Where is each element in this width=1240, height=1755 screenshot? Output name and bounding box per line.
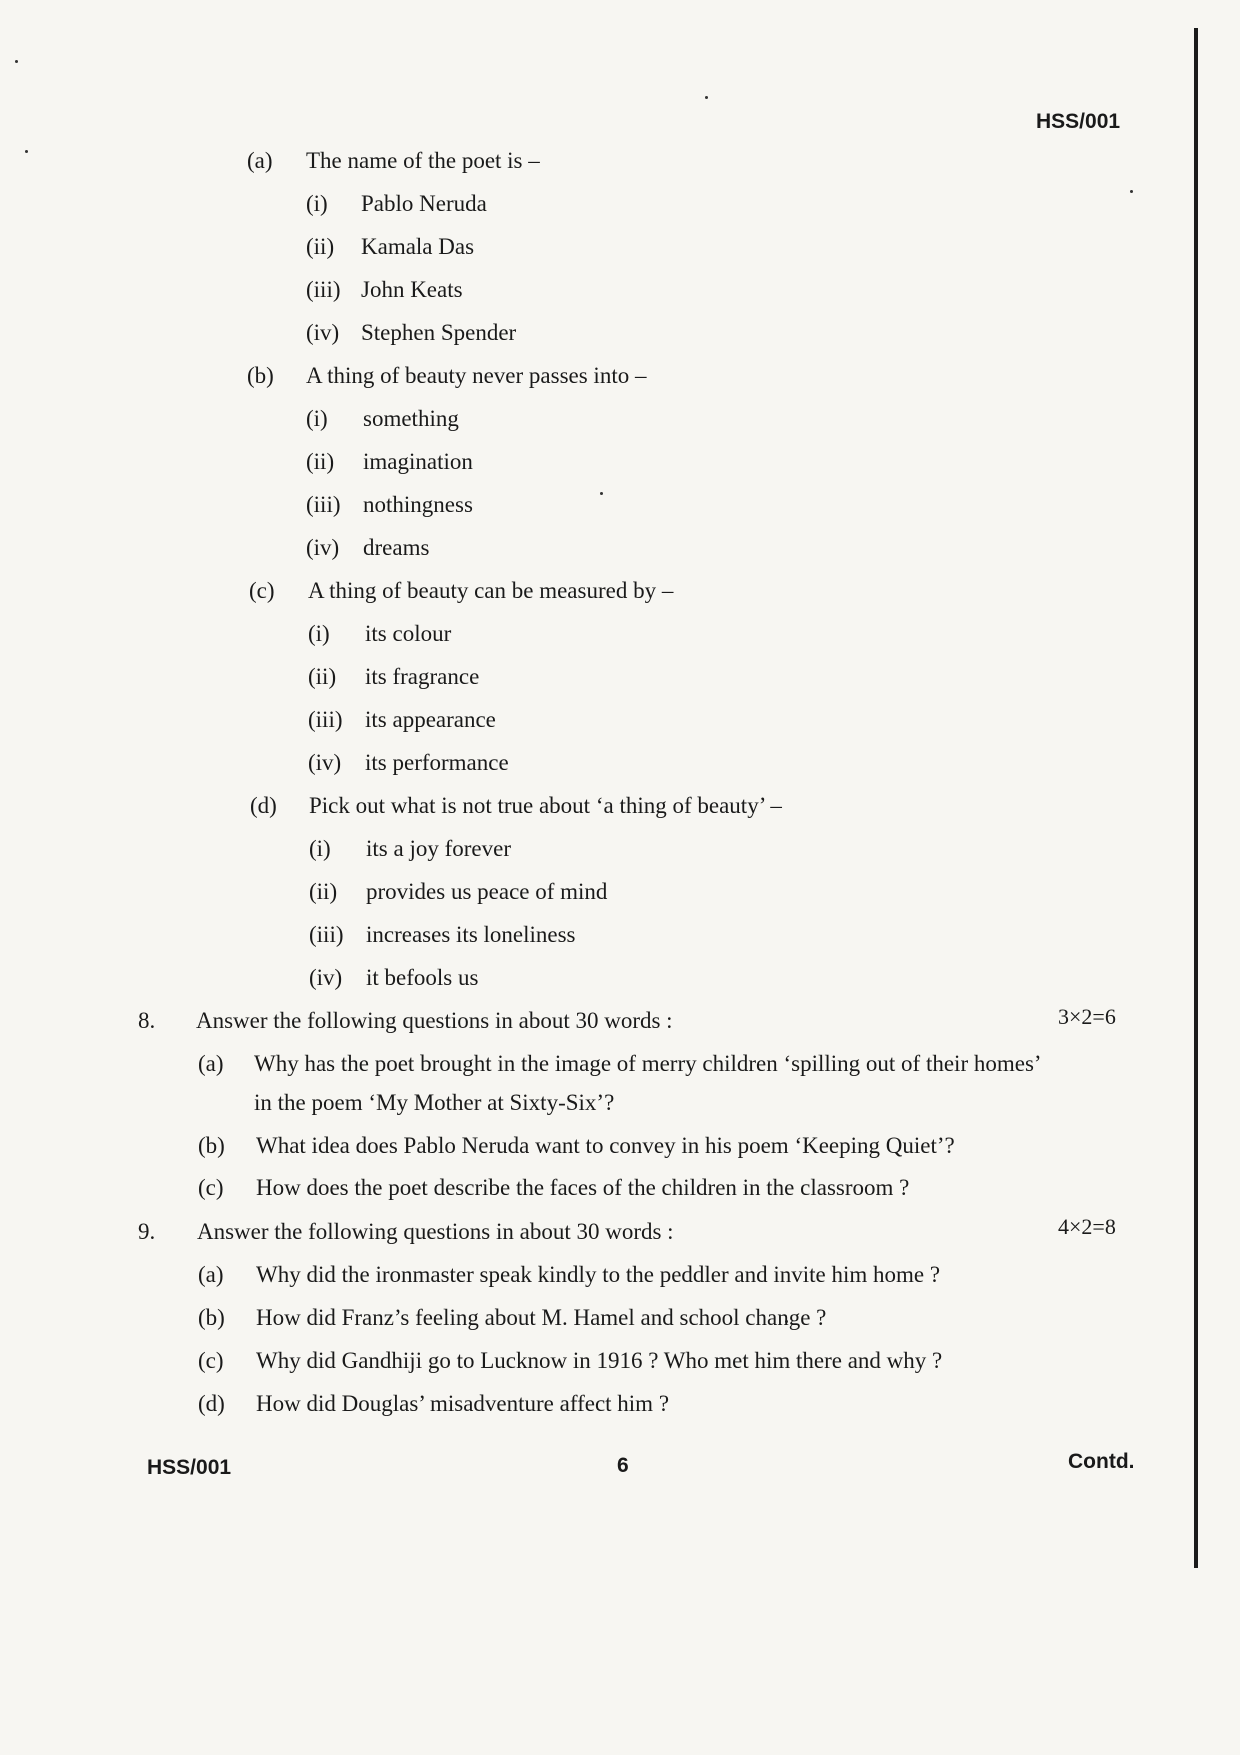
option-label: (i) [306, 191, 328, 216]
option-text: its colour [365, 621, 452, 646]
option-label: (i) [309, 836, 331, 861]
item-label: (a) [198, 1051, 224, 1076]
scan-speck [1130, 190, 1133, 193]
option-label: (iii) [306, 492, 341, 517]
item-text: Why did Gandhiji go to Lucknow in 1916 ? Who met him there and why ? [256, 1348, 943, 1373]
footer-page-number: 6 [617, 1454, 629, 1477]
option-text: it befools us [366, 965, 479, 990]
item-text: What idea does Pablo Neruda want to convey in his poem ‘Keeping Quiet’? [256, 1133, 955, 1158]
part-label: (d) [250, 793, 277, 818]
option-text: Stephen Spender [361, 320, 517, 345]
item-text: How did Douglas’ misadventure affect him ? [256, 1391, 670, 1416]
item-label: (d) [198, 1391, 225, 1416]
part-label: (a) [247, 148, 273, 173]
item-text: How did Franz’s feeling about M. Hamel and school change ? [256, 1305, 827, 1330]
item-label: (a) [198, 1262, 224, 1287]
question-instruction: Answer the following questions in about 30 words : [197, 1219, 674, 1244]
option-text: its appearance [365, 707, 496, 732]
question-instruction: Answer the following questions in about 30 words : [196, 1008, 673, 1033]
option-text: its performance [365, 750, 509, 775]
option-text: John Keats [361, 277, 463, 302]
option-label: (iii) [308, 707, 343, 732]
question-marks: 3×2=6 [1058, 1004, 1116, 1029]
option-label: (ii) [309, 879, 338, 904]
option-label: (iv) [309, 965, 343, 990]
footer-paper-code: HSS/001 [147, 1456, 232, 1479]
question-number: 9. [138, 1219, 156, 1244]
option-label: (ii) [306, 234, 335, 259]
option-text: nothingness [363, 492, 473, 517]
item-label: (b) [198, 1133, 225, 1158]
part-stem: Pick out what is not true about ‘a thing of beauty’ – [309, 793, 782, 818]
option-text: provides us peace of mind [366, 879, 608, 904]
option-text: dreams [363, 535, 430, 560]
option-text: its a joy forever [366, 836, 511, 861]
item-text: How does the poet describe the faces of the children in the classroom ? [256, 1175, 910, 1200]
option-text: imagination [363, 449, 473, 474]
item-text-line1: Why has the poet brought in the image of merry children ‘spilling out of their homes’ [254, 1051, 1042, 1076]
part-label: (c) [249, 578, 275, 603]
item-text-line2: in the poem ‘My Mother at Sixty-Six’? [254, 1090, 615, 1115]
scan-speck [600, 492, 603, 495]
option-label: (ii) [306, 449, 335, 474]
option-text: its fragrance [365, 664, 480, 689]
question-marks: 4×2=8 [1058, 1214, 1116, 1239]
question-number: 8. [138, 1008, 156, 1033]
option-text: Pablo Neruda [361, 191, 487, 216]
option-label: (iv) [306, 320, 340, 345]
option-text: something [363, 406, 459, 431]
item-text: Why did the ironmaster speak kindly to the peddler and invite him home ? [256, 1262, 941, 1287]
scan-speck [25, 150, 28, 153]
option-label: (i) [308, 621, 330, 646]
option-label: (i) [306, 406, 328, 431]
option-label: (iv) [306, 535, 340, 560]
option-label: (iv) [308, 750, 342, 775]
right-margin-rule [1194, 28, 1198, 1568]
option-label: (iii) [309, 922, 344, 947]
option-text: increases its loneliness [366, 922, 576, 947]
item-label: (c) [198, 1348, 224, 1373]
item-label: (c) [198, 1175, 224, 1200]
option-label: (iii) [306, 277, 341, 302]
part-stem: A thing of beauty never passes into – [306, 363, 647, 388]
scan-speck [15, 60, 18, 63]
header-paper-code: HSS/001 [1036, 110, 1121, 133]
part-label: (b) [247, 363, 274, 388]
part-stem: The name of the poet is – [306, 148, 540, 173]
option-label: (ii) [308, 664, 337, 689]
option-text: Kamala Das [361, 234, 475, 259]
item-label: (b) [198, 1305, 225, 1330]
footer-contd: Contd. [1068, 1450, 1135, 1473]
scan-speck [705, 96, 708, 99]
part-stem: A thing of beauty can be measured by – [308, 578, 674, 603]
